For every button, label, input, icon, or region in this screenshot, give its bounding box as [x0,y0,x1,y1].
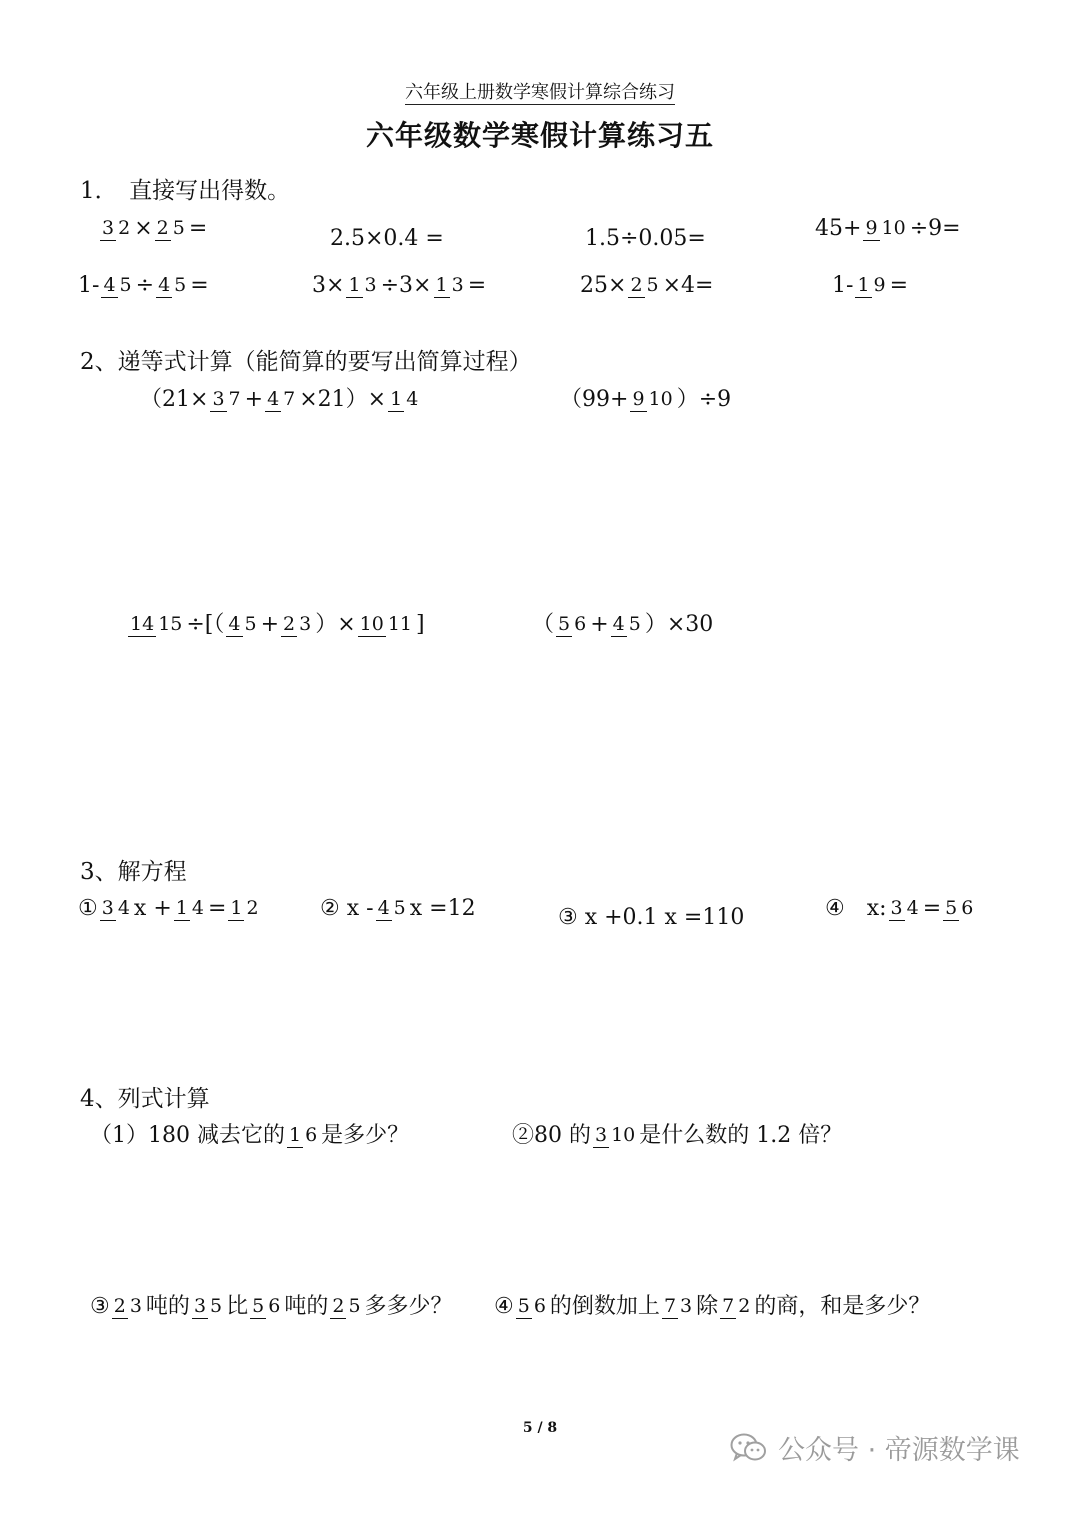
q4-a: （1）180 减去它的 1 6 是多少？ [90,1123,410,1148]
q2-c: 14 15 ÷[（ 4 5 + 2 3 ）× 10 11 ] [130,612,425,637]
q4-c: ③ 2 3 吨的 3 5 比 5 6 吨的 2 5 多多少？ [90,1294,453,1319]
q2-b: （99+ 9 10 ）÷9 [560,387,732,412]
wechat-icon [730,1432,768,1464]
page-number: 5 / 8 [522,1420,558,1436]
section-3-heading: 3、解方程 [80,859,187,885]
q1-d: 45+ 9 10 ÷9= [815,216,961,241]
q4-d: ④ 5 6 的倒数加上 7 3 除 7 2 的商，和是多少？ [494,1294,931,1319]
q3-c: ③ x +0.1 x =110 [558,905,745,930]
q2-a: （21× 3 7 + 4 7 ×21）× 1 4 [140,387,419,412]
q1-g: 25× 2 5 ×4= [580,273,714,298]
watermark-text: 公众号 · 帝源数学课 [778,1435,1020,1466]
q1-b: 2.5×0.4 = [330,226,444,251]
running-header: 六年级上册数学寒假计算综合练习 [405,82,675,103]
q1-e: 1- 4 5 ÷ 4 5 = [78,273,209,298]
section-4-heading: 4、列式计算 [80,1086,210,1112]
q1-a: 3 2 × 2 5 = [102,216,208,241]
watermark [730,1428,1020,1467]
q3-d: ④ x: 3 4 = 5 6 [825,896,974,921]
section-1-heading: 1． 直接写出得数。 [80,178,291,204]
q2-d: （ 5 6 + 4 5 ）×30 [532,612,714,637]
section-2-heading: 2、递等式计算（能简算的要写出简算过程） [80,349,532,375]
q1-h: 1- 1 9 = [832,273,909,298]
q1-c: 1.5÷0.05= [585,226,706,251]
q4-b: ②80 的 3 10 是什么数的 1.2 倍？ [512,1123,843,1148]
q3-b: ② x - 4 5 x =12 [320,896,476,921]
q1-f: 3× 1 3 ÷3× 1 3 = [312,273,487,298]
q3-a: ① 3 4 x + 1 4 = 1 2 [78,896,259,921]
page-title: 六年级数学寒假计算练习五 [365,119,714,152]
